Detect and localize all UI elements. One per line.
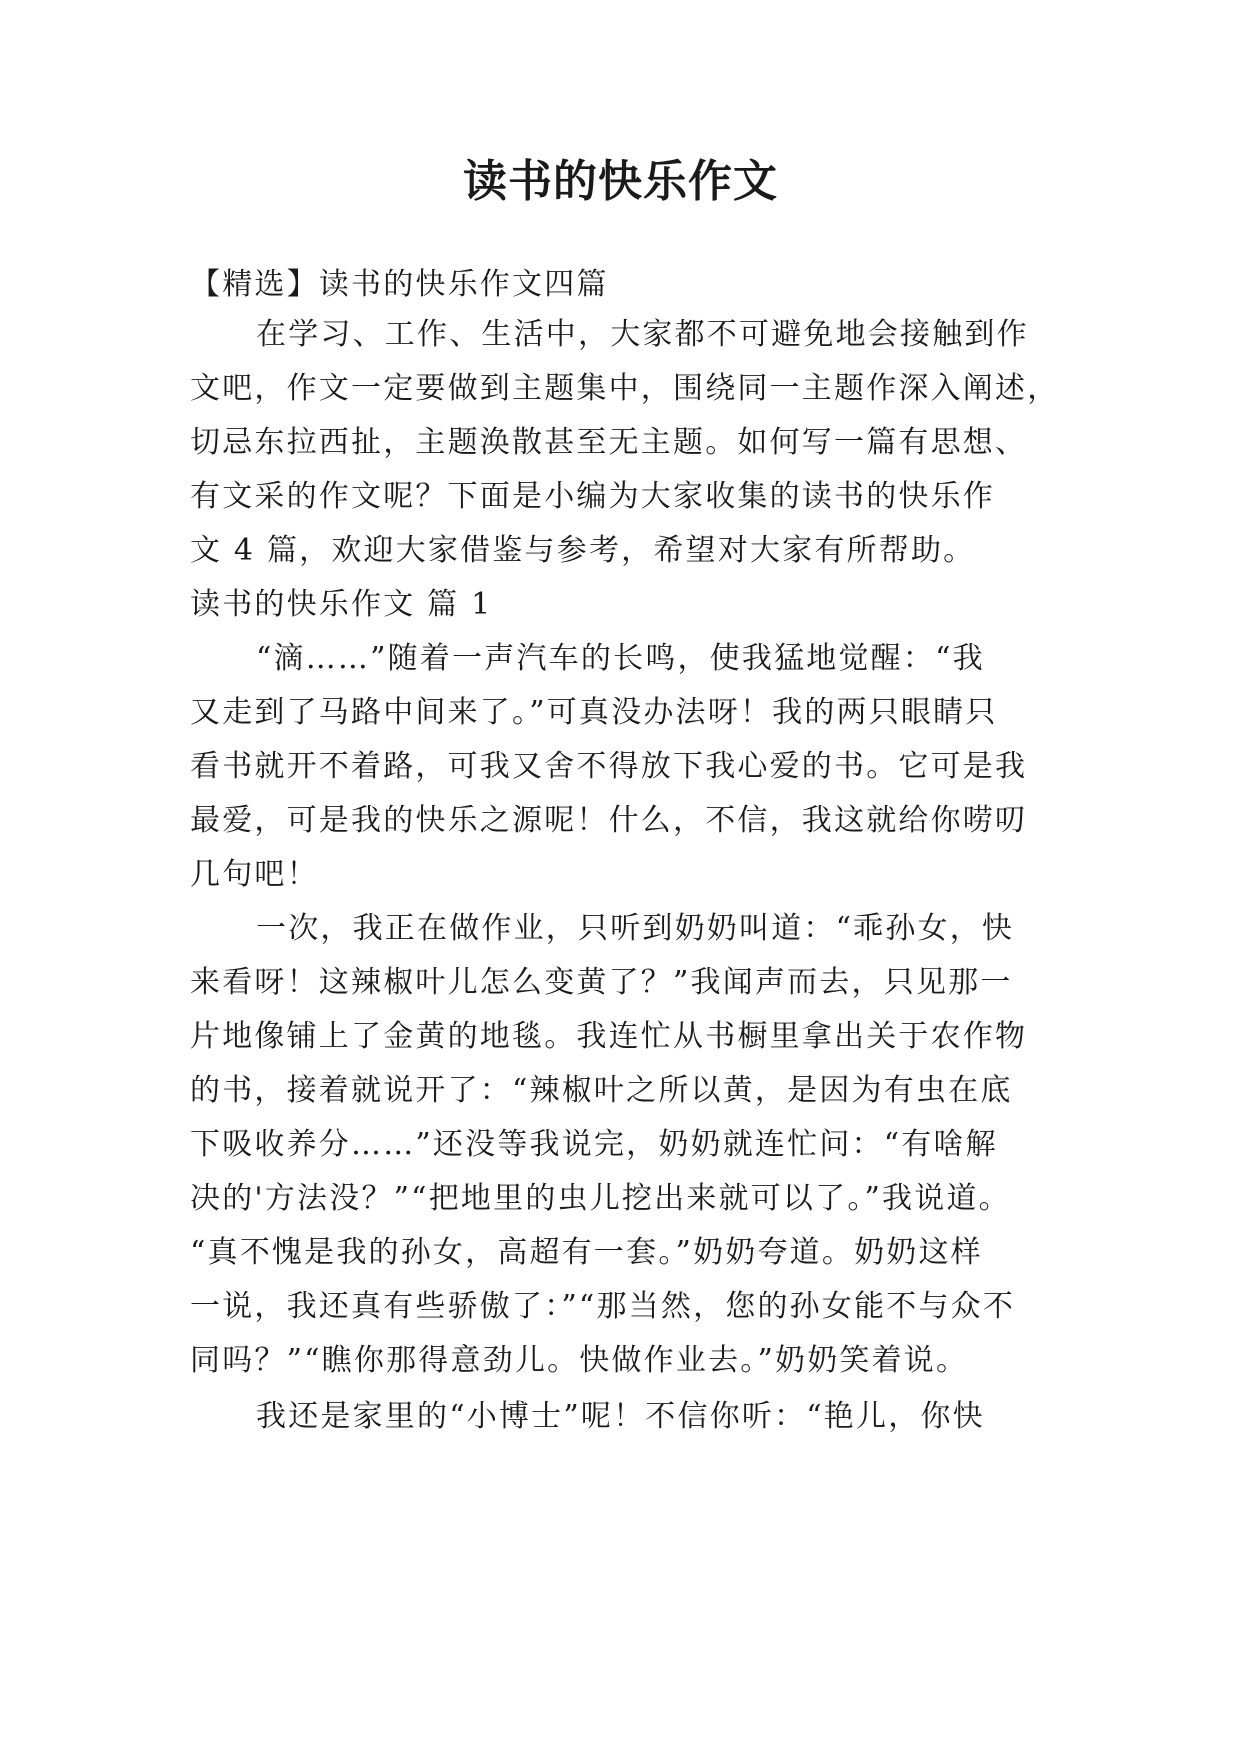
paragraph-line: 在学习、工作、生活中，大家都不可避免地会接触到作: [256, 317, 1029, 352]
paragraph-line: 来看呀！这辣椒叶儿怎么变黄了？”我闻声而去，只见那一: [190, 965, 1013, 1000]
paragraph-line: 最爱，可是我的快乐之源呢！什么，不信，我这就给你唠叨: [190, 803, 1028, 838]
paragraph-line: 有文采的作文呢？下面是小编为大家收集的读书的快乐作: [190, 479, 995, 514]
document-title: 读书的快乐作文: [463, 156, 778, 207]
paragraph-line: 下吸收养分……”还没等我说完，奶奶就连忙问：“有啥解: [190, 1127, 998, 1162]
paragraph-line: 几句吧！: [190, 857, 319, 892]
paragraph-line: 一次，我正在做作业，只听到奶奶叫道：“乖孙女，快: [256, 911, 1015, 946]
paragraph-line: 又走到了马路中间来了。”可真没办法呀！我的两只眼睛只: [190, 695, 998, 730]
paragraph-line: “滴……”随着一声汽车的长鸣，使我猛地觉醒：“我: [256, 641, 985, 676]
paragraph-line: 我还是家里的“小博士”呢！不信你听：“艳儿，你快: [256, 1399, 985, 1434]
paragraph-line: 的书，接着就说开了：“辣椒叶之所以黄，是因为有虫在底: [190, 1073, 1013, 1108]
paragraph-line: 片地像铺上了金黄的地毯。我连忙从书橱里拿出关于农作物: [190, 1019, 1028, 1054]
section-heading: 读书的快乐作文 篇 1: [190, 587, 493, 622]
paragraph-line: 切忌东拉西扯，主题涣散甚至无主题。如何写一篇有思想、: [190, 425, 1028, 460]
paragraph-line: 文 4 篇，欢迎大家借鉴与参考，希望对大家有所帮助。: [190, 533, 976, 568]
paragraph-line: 决的'方法没？”“把地里的虫儿挖出来就可以了。”我说道。: [190, 1181, 1011, 1216]
paragraph-line: 同吗？”“瞧你那得意劲儿。快做作业去。”奶奶笑着说。: [190, 1343, 969, 1378]
paragraph-line: 一说，我还真有些骄傲了：”“那当然，您的孙女能不与众不: [190, 1289, 1016, 1324]
paragraph-line: “真不愧是我的孙女，高超有一套。”奶奶夸道。奶奶这样: [190, 1235, 983, 1270]
subtitle-line: 【精选】读书的快乐作文四篇: [190, 267, 609, 302]
paragraph-line: 看书就开不着路，可我又舍不得放下我心爱的书。它可是我: [190, 749, 1028, 784]
paragraph-line: 文吧，作文一定要做到主题集中，围绕同一主题作深入阐述，: [190, 371, 1060, 406]
